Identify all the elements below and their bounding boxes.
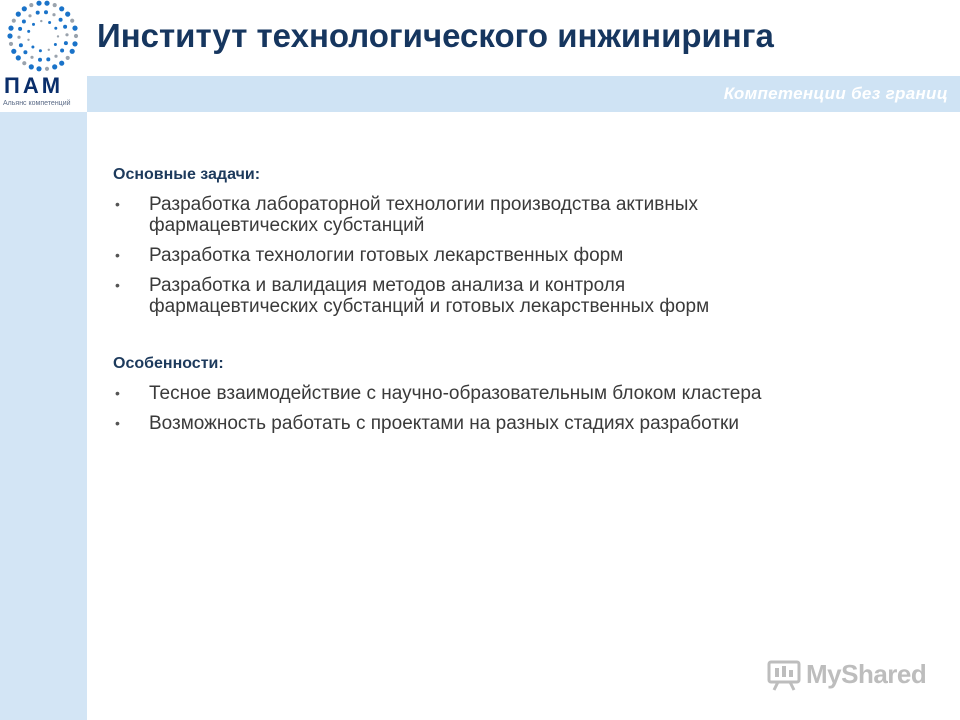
logo-dot bbox=[66, 56, 70, 60]
logo-dot bbox=[9, 42, 13, 46]
logo-dot bbox=[32, 23, 35, 26]
logo-dot bbox=[29, 3, 33, 7]
slide-content bbox=[113, 164, 793, 443]
logo-dot bbox=[38, 58, 42, 62]
page-title: Институт технологического инжиниринга bbox=[97, 17, 774, 54]
logo-dot bbox=[59, 61, 64, 66]
logo-dot bbox=[27, 30, 30, 33]
logo-dot bbox=[39, 49, 42, 52]
logo-dot bbox=[16, 55, 21, 60]
logo-dot bbox=[44, 1, 49, 6]
section-heading-features: Особенности: bbox=[113, 355, 224, 372]
logo-dot bbox=[72, 41, 77, 46]
list-item bbox=[113, 383, 793, 404]
watermark-text: MyShared bbox=[806, 659, 927, 689]
logo bbox=[0, 0, 87, 112]
logo-dot bbox=[57, 35, 59, 37]
logo-dot bbox=[48, 21, 51, 24]
logo-dot bbox=[59, 18, 63, 22]
logo-dot bbox=[52, 13, 55, 16]
logo-dot bbox=[54, 55, 57, 58]
logo-dot bbox=[70, 19, 74, 23]
bullet-icon: • bbox=[115, 196, 120, 212]
logo-dot bbox=[11, 49, 16, 54]
logo-dot bbox=[16, 12, 21, 17]
logo-dot bbox=[12, 19, 16, 23]
logo-dot bbox=[8, 26, 13, 31]
logo-name: ПАМ bbox=[4, 73, 64, 98]
logo-dot bbox=[22, 61, 26, 65]
bullet-icon: • bbox=[115, 415, 120, 431]
bullet-text: Возможность работать с проектами на разных стадиях разработки bbox=[149, 413, 739, 434]
logo-dot bbox=[36, 11, 40, 15]
logo-dot bbox=[36, 1, 41, 6]
bullet-text: Разработка и валидация методов анализа и контроля фармацевтических субстанций и готовых лекарственных форм bbox=[149, 275, 710, 317]
logo-subtitle: Альянс компетенций bbox=[3, 100, 71, 107]
logo-dot bbox=[45, 67, 49, 71]
logo-dot bbox=[65, 33, 68, 36]
logo-dot bbox=[54, 43, 57, 46]
logo-dot bbox=[64, 41, 68, 45]
logo-dot bbox=[17, 36, 20, 39]
logo-dot bbox=[48, 49, 50, 51]
logo-dot bbox=[60, 49, 64, 53]
slogan-bar bbox=[87, 76, 960, 112]
logo-dot bbox=[54, 27, 57, 30]
logo-dot bbox=[36, 66, 41, 71]
logo-dot bbox=[74, 34, 78, 38]
watermark bbox=[766, 655, 936, 695]
logo-dot bbox=[63, 25, 67, 29]
logo-dot bbox=[53, 3, 57, 7]
logo-dot bbox=[44, 10, 48, 14]
bullet-icon: • bbox=[115, 385, 120, 401]
logo-dots-icon bbox=[0, 0, 87, 76]
presentation-board-icon bbox=[766, 657, 802, 693]
list-item bbox=[113, 275, 793, 317]
bullet-text: Тесное взаимодействие с научно-образовательным блоком кластера bbox=[149, 383, 762, 404]
logo-dot bbox=[40, 20, 42, 22]
slogan-text: Компетенции без границ bbox=[723, 84, 948, 103]
logo-dot bbox=[46, 57, 50, 61]
bullet-text: Разработка лабораторной технологии производства активных фармацевтических субстанций bbox=[149, 194, 698, 236]
bullet-text: Разработка технологии готовых лекарственных форм bbox=[149, 245, 624, 266]
logo-dot bbox=[23, 50, 27, 54]
list-item bbox=[113, 245, 793, 266]
logo-dot bbox=[72, 26, 77, 31]
logo-dot bbox=[19, 43, 23, 47]
bullet-list-features bbox=[113, 383, 793, 434]
logo-dot bbox=[7, 33, 12, 38]
list-item bbox=[113, 194, 793, 236]
logo-dot bbox=[28, 14, 31, 17]
logo-dot bbox=[22, 6, 27, 11]
logo-dot bbox=[59, 6, 64, 11]
logo-dot bbox=[52, 64, 57, 69]
logo-dot bbox=[70, 49, 75, 54]
logo-dot bbox=[22, 20, 26, 24]
logo-dot bbox=[65, 12, 70, 17]
bullet-icon: • bbox=[115, 277, 120, 293]
list-item bbox=[113, 413, 793, 434]
logo-dot bbox=[30, 56, 33, 59]
logo-dot bbox=[29, 64, 34, 69]
bullet-list-tasks bbox=[113, 194, 793, 317]
section-heading-tasks: Основные задачи: bbox=[113, 166, 261, 183]
logo-dot bbox=[18, 27, 22, 31]
bullet-icon: • bbox=[115, 247, 120, 263]
logo-dot bbox=[31, 46, 34, 49]
logo-dot bbox=[27, 39, 29, 41]
